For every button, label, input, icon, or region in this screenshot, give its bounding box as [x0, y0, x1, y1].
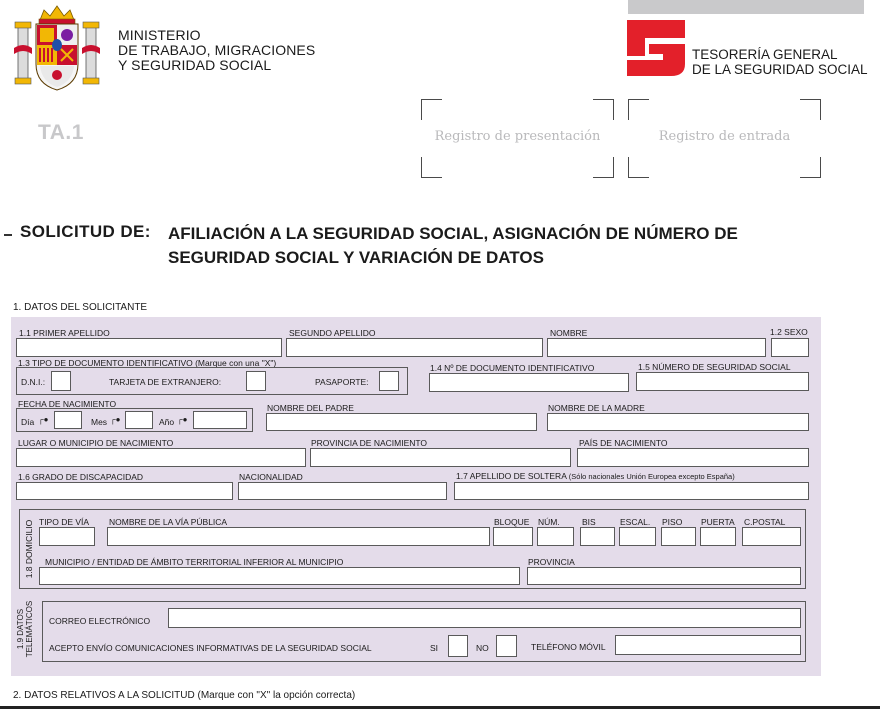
si-label: SI	[430, 643, 439, 653]
nombre-madre-label: NOMBRE DE LA MADRE	[548, 403, 645, 413]
solicitud-title-line-1: AFILIACIÓN A LA SEGURIDAD SOCIAL, ASIGNACIÓN DE NÚMERO DE	[168, 224, 738, 243]
escal-field[interactable]	[619, 527, 656, 546]
registro-presentacion-label: Registro de presentación	[434, 129, 601, 144]
nacionalidad-label: NACIONALIDAD	[239, 472, 303, 482]
sexo-field[interactable]	[771, 338, 809, 357]
section-2-title: 2. DATOS RELATIVOS A LA SOLICITUD (Marque con "X" la opción correcta)	[13, 690, 356, 701]
ministry-line-1: MINISTERIO	[118, 27, 201, 43]
tarjeta-extranjero-checkbox[interactable]	[246, 371, 266, 391]
bloque-field[interactable]	[493, 527, 533, 546]
domicilio-label: 1.8 DOMICILIO	[24, 519, 34, 579]
tgss-logo	[627, 20, 685, 76]
segundo-apellido-field[interactable]	[286, 338, 543, 357]
form-code: TA.1	[38, 121, 84, 144]
apellido-soltera-label	[456, 471, 735, 482]
ministry-line-2: DE TRABAJO, MIGRACIONES	[118, 42, 316, 58]
nombre-via-label: NOMBRE DE LA VÍA PÚBLICA	[109, 517, 228, 527]
datos-telematicos-line-1: 1.9 DATOS	[16, 608, 25, 650]
solicitud-title-line-2: SEGURIDAD SOCIAL Y VARIACIÓN DE DATOS	[168, 248, 544, 267]
apellido-soltera-field[interactable]	[454, 482, 809, 500]
correo-field[interactable]	[168, 608, 801, 628]
provincia-field[interactable]	[527, 567, 801, 585]
top-gray-bar	[628, 0, 864, 14]
puerta-field[interactable]	[700, 527, 736, 546]
acepto-label: ACEPTO ENVÍO COMUNICACIONES INFORMATIVAS DE LA SEGURIDAD SOCIAL	[49, 643, 372, 653]
ministry-line-3: Y SEGURIDAD SOCIAL	[118, 57, 272, 73]
nombre-field[interactable]	[547, 338, 766, 357]
municipio-label: MUNICIPIO / ENTIDAD DE ÁMBITO TERRITORIAL INFERIOR AL MUNICIPIO	[45, 557, 344, 567]
provincia-nacimiento-label: PROVINCIA DE NACIMIENTO	[311, 438, 428, 448]
nombre-padre-label: NOMBRE DEL PADRE	[267, 403, 354, 413]
registro-entrada-label: Registro de entrada	[658, 129, 791, 144]
anio-pointer-icon: ┌●	[177, 415, 188, 424]
grado-discapacidad-field[interactable]	[16, 482, 233, 500]
coat-of-arms-logo	[10, 2, 104, 94]
fecha-nacimiento-label: FECHA DE NACIMIENTO	[18, 399, 117, 409]
dia-pointer-icon: ┌●	[38, 415, 49, 424]
solicitud-title	[168, 222, 738, 270]
bloque-label: BLOQUE	[494, 517, 530, 527]
nombre-madre-field[interactable]	[547, 413, 809, 431]
datos-telematicos-line-2: TELEMÁTICOS	[25, 600, 34, 658]
provincia-nacimiento-field[interactable]	[310, 448, 571, 467]
datos-telematicos-label	[16, 595, 34, 663]
cpostal-field[interactable]	[742, 527, 801, 546]
municipio-field[interactable]	[39, 567, 520, 585]
telefono-field[interactable]	[615, 635, 801, 655]
apellido-soltera-note: (Sólo nacionales Unión Europea excepto España)	[568, 472, 735, 481]
tipo-documento-label: 1.3 TIPO DE DOCUMENTO IDENTIFICATIVO (Marque con una "X")	[18, 358, 277, 368]
no-label: NO	[476, 643, 489, 653]
pasaporte-checkbox[interactable]	[379, 371, 399, 391]
dia-field[interactable]	[54, 411, 82, 429]
tgss-line-1: TESORERÍA GENERAL	[692, 47, 838, 62]
mes-label: Mes	[91, 417, 108, 427]
pais-nacimiento-label: PAÍS DE NACIMIENTO	[579, 438, 668, 448]
cpostal-label: C.POSTAL	[744, 517, 786, 527]
dni-checkbox[interactable]	[51, 371, 71, 391]
num-documento-field[interactable]	[429, 373, 629, 392]
registro-presentacion-box	[421, 99, 614, 178]
escal-label: ESCAL.	[620, 517, 651, 527]
tipo-via-field[interactable]	[39, 527, 95, 546]
primer-apellido-label: 1.1 PRIMER APELLIDO	[19, 328, 110, 338]
anio-field[interactable]	[193, 411, 247, 429]
num-field[interactable]	[537, 527, 574, 546]
mes-pointer-icon: ┌●	[110, 415, 121, 424]
sexo-label: 1.2 SEXO	[770, 327, 808, 337]
num-documento-label: 1.4 Nº DE DOCUMENTO IDENTIFICATIVO	[430, 363, 595, 373]
ministry-name	[118, 28, 315, 73]
bis-label: BIS	[582, 517, 596, 527]
nombre-padre-field[interactable]	[266, 413, 537, 431]
mes-field[interactable]	[125, 411, 153, 429]
num-label: NÚM.	[538, 517, 560, 527]
section-1-title: 1. DATOS DEL SOLICITANTE	[13, 302, 148, 313]
lugar-nacimiento-label: LUGAR O MUNICIPIO DE NACIMIENTO	[18, 438, 174, 448]
piso-field[interactable]	[661, 527, 696, 546]
pasaporte-label: PASAPORTE:	[315, 377, 369, 387]
grado-discapacidad-label: 1.6 GRADO DE DISCAPACIDAD	[18, 472, 144, 482]
anio-label: Año	[159, 417, 175, 427]
provincia-label: PROVINCIA	[528, 557, 575, 567]
no-checkbox[interactable]	[496, 635, 517, 657]
registro-entrada-box	[628, 99, 821, 178]
form-panel	[11, 317, 821, 676]
nacionalidad-field[interactable]	[238, 482, 447, 500]
tgss-line-2: DE LA SEGURIDAD SOCIAL	[692, 62, 868, 77]
apellido-soltera-label-text: 1.7 APELLIDO DE SOLTERA	[456, 471, 567, 481]
tarjeta-extranjero-label: TARJETA DE EXTRANJERO:	[109, 377, 222, 387]
dia-label: Día	[21, 417, 35, 427]
num-seguridad-social-label: 1.5 NÚMERO DE SEGURIDAD SOCIAL	[638, 362, 791, 372]
correo-label: CORREO ELECTRÓNICO	[49, 616, 151, 626]
bis-field[interactable]	[580, 527, 615, 546]
telefono-label: TELÉFONO MÓVIL	[531, 642, 606, 652]
num-seguridad-social-field[interactable]	[636, 372, 809, 391]
primer-apellido-field[interactable]	[16, 338, 282, 357]
pais-nacimiento-field[interactable]	[577, 448, 809, 467]
lugar-nacimiento-field[interactable]	[16, 448, 306, 467]
piso-label: PISO	[662, 517, 683, 527]
tgss-name	[692, 47, 868, 77]
nombre-via-field[interactable]	[107, 527, 490, 546]
title-dash	[4, 234, 12, 236]
dni-label: D.N.I.:	[21, 377, 46, 387]
nombre-label: NOMBRE	[550, 328, 588, 338]
solicitud-label: SOLICITUD DE:	[20, 222, 151, 241]
tipo-via-label: TIPO DE VÍA	[39, 517, 90, 527]
si-checkbox[interactable]	[448, 635, 468, 657]
segundo-apellido-label: SEGUNDO APELLIDO	[289, 328, 376, 338]
puerta-label: PUERTA	[701, 517, 735, 527]
